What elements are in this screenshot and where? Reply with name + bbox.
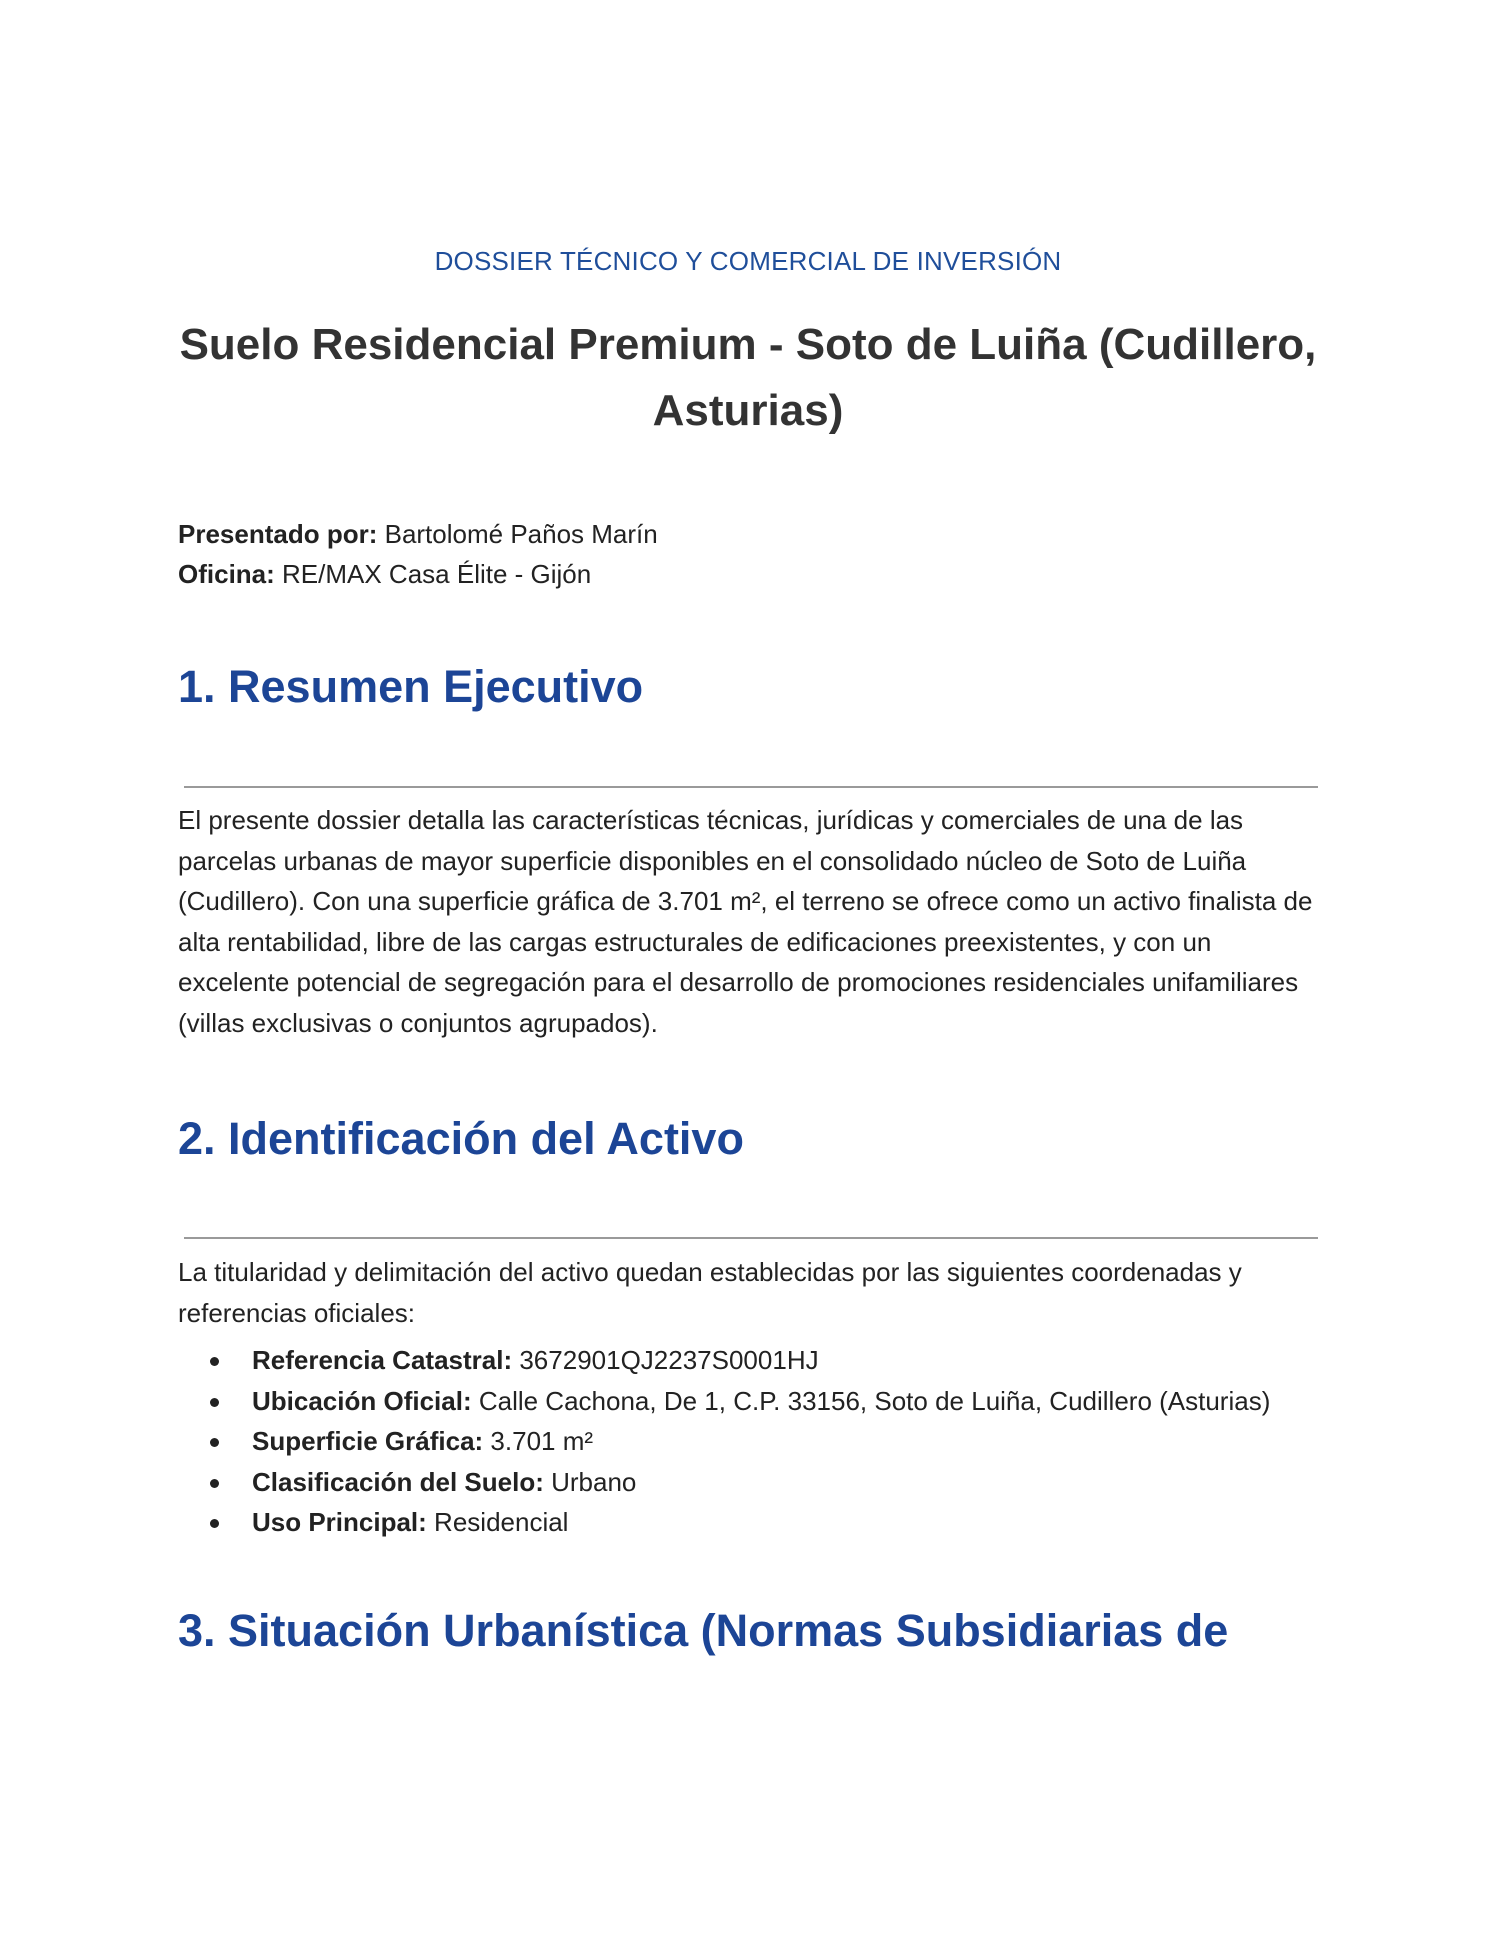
office-label: Oficina:: [178, 559, 275, 589]
list-item: [178, 1502, 1270, 1543]
list-item-value: 3672901QJ2237S0001HJ: [512, 1345, 819, 1375]
document-title: Suelo Residencial Premium - Soto de Luiña (Cudillero, Asturias): [179, 320, 1317, 435]
presented-by-line: [178, 514, 658, 554]
office-line: [178, 554, 658, 594]
list-item-label: Referencia Catastral:: [252, 1345, 513, 1375]
section-divider: [184, 1237, 1318, 1239]
presented-by-value: Bartolomé Paños Marín: [377, 519, 658, 549]
list-item-value: 3.701 m²: [483, 1426, 594, 1456]
section-heading-identificacion: 2. Identificación del Activo: [178, 1113, 744, 1164]
office-value: RE/MAX Casa Élite - Gijón: [274, 559, 592, 589]
list-item-label: Clasificación del Suelo:: [252, 1466, 544, 1497]
document-kicker: DOSSIER TÉCNICO Y COMERCIAL DE INVERSIÓN: [434, 246, 1062, 276]
list-item-value: Calle Cachona, De 1, C.P. 33156, Soto de Luiña, Cudillero (Asturias): [471, 1385, 1271, 1416]
list-item-label: Ubicación Oficial:: [252, 1385, 472, 1416]
bullet-icon: [210, 1519, 219, 1528]
list-item: [178, 1381, 1270, 1422]
section-heading-situacion: 3. Situación Urbanística (Normas Subsidiarias de: [178, 1605, 1229, 1656]
list-item-label: Superficie Gráfica:: [252, 1426, 484, 1456]
list-item: [178, 1462, 1270, 1503]
presented-by-label: Presentado por:: [178, 519, 378, 549]
list-item-value: Residencial: [426, 1507, 569, 1537]
section-divider: [184, 786, 1318, 788]
bullet-icon: [210, 1438, 219, 1447]
asset-details-list: [178, 1340, 1270, 1543]
list-item: [178, 1340, 1270, 1381]
list-item: [178, 1421, 1270, 1462]
document-meta: [178, 514, 658, 594]
list-item-label: Uso Principal:: [252, 1507, 427, 1537]
section-intro-identificacion: La titularidad y delimitación del activo quedan establecidas por las siguientes coordenadas y referencias oficiales:: [178, 1257, 1242, 1328]
section-body-resumen: El presente dossier detalla las características técnicas, jurídicas y comerciales de una de las parcelas urbanas de mayor superficie disponibles en el consolidado núcleo de Soto de Luiña (Cudillero). Con una superficie gráfica de 3.701 m², el terreno se ofrece como un activo finalista de alta rentabilidad, libre de las cargas estructurales de edificaciones preexistentes, y con un excelente potencial de segregación para el desarrollo de promociones residenciales unifamiliares (villas exclusivas o conjuntos agrupados).: [178, 805, 1313, 1038]
section-heading-resumen: 1. Resumen Ejecutivo: [178, 661, 644, 712]
bullet-icon: [210, 1479, 219, 1488]
bullet-icon: [210, 1398, 219, 1407]
list-item-value: Urbano: [543, 1466, 637, 1497]
bullet-icon: [210, 1357, 219, 1366]
